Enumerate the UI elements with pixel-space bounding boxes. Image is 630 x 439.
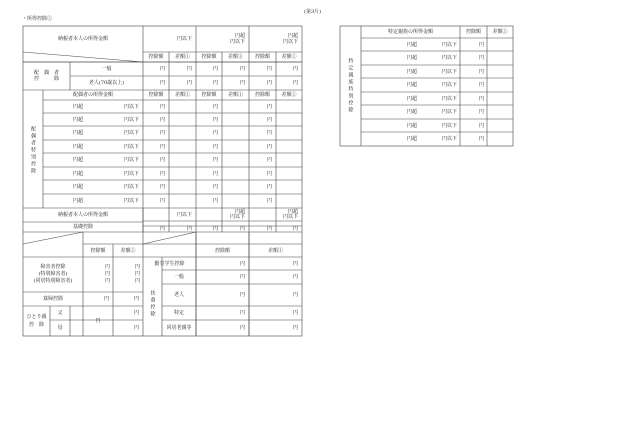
special-row-3-c1: 円 xyxy=(159,130,165,136)
right-row-4-ded: 円 xyxy=(478,82,484,88)
special-row-2-under: 円以下 xyxy=(123,116,139,123)
special-row-7-over: 円超 xyxy=(72,184,83,190)
special-row-4-c1: 円 xyxy=(159,143,165,150)
special-row-4-over: 円超 xyxy=(72,143,83,150)
working-student-ded: 円 xyxy=(239,260,245,267)
special-col-diff-3: 差額① xyxy=(281,92,297,98)
dependent-cohabit-diff: 円 xyxy=(292,325,298,331)
special-row-3-c3: 円 xyxy=(266,130,272,136)
special-row-2-c3: 円 xyxy=(266,116,272,123)
special-row-1-c3: 円 xyxy=(266,103,272,110)
dependent-cohabit-ded: 円 xyxy=(239,325,245,331)
widow-label: 寡婦控除 xyxy=(42,296,63,302)
right-row-6-over: 円超 xyxy=(406,109,417,115)
special-row-5-over: 円超 xyxy=(72,157,83,163)
right-diff-header: 差額① xyxy=(492,29,508,35)
disability-ded: 円 円 円 xyxy=(104,264,110,284)
basic-v6: 円 xyxy=(292,226,298,232)
widow-diff: 円 xyxy=(133,296,139,302)
col-ded-2: 控除額 xyxy=(201,54,217,60)
special-row-6-c1: 円 xyxy=(159,170,165,177)
single-parent-ded: 円 xyxy=(95,318,101,324)
special-row-6-c3: 円 xyxy=(266,170,272,177)
special-row-5-c2: 円 xyxy=(212,157,218,163)
special-row-2-c2: 円 xyxy=(212,116,218,123)
special-row-7-under: 円以下 xyxy=(123,184,139,190)
disability-label: 障害者控除 (特別障害者) (同居特別障害者) xyxy=(33,264,73,284)
special-col-ded-3: 控除額 xyxy=(254,92,270,98)
dependent-general-ded: 円 xyxy=(239,274,245,280)
special-row-5-c1: 円 xyxy=(159,157,165,163)
special-row-8-c1: 円 xyxy=(159,198,165,204)
spouse-general-v5: 円 xyxy=(266,66,272,72)
spouse-income-header: 配偶者の所得金額 xyxy=(72,92,113,98)
spouse-general-v6: 円 xyxy=(292,66,298,72)
spouse-elderly-v1: 円 xyxy=(159,80,165,86)
special-row-8-c2: 円 xyxy=(212,198,218,204)
special-row-3-under: 円以下 xyxy=(123,130,139,136)
right-row-8-over: 円超 xyxy=(406,136,417,142)
right-row-7-ded: 円 xyxy=(478,122,484,129)
right-row-4-under: 円以下 xyxy=(441,82,457,88)
right-row-1-ded: 円 xyxy=(478,41,484,48)
basic-v3: 円 xyxy=(212,226,218,232)
basic-bracket-2: 円超 円以下 xyxy=(229,208,245,220)
single-parent-father: 父 xyxy=(57,310,63,316)
spouse-ded-label: 配 偶 者 控 除 xyxy=(33,70,59,82)
specific-relative-label: 特定親族特別控除 xyxy=(347,58,354,114)
spouse-elderly-v6: 円 xyxy=(292,80,298,86)
col-ded-3: 控除額 xyxy=(254,54,270,60)
dependent-general-label: 一般 xyxy=(173,274,184,280)
col-diff-3: 差額① xyxy=(281,54,297,60)
special-row-8-under: 円以下 xyxy=(123,198,139,204)
special-row-5-under: 円以下 xyxy=(123,157,139,163)
special-col-ded-1: 控除額 xyxy=(148,92,164,98)
special-row-6-under: 円以下 xyxy=(123,170,139,177)
col-diff-2: 差額① xyxy=(227,54,243,60)
basic-bracket-3: 円超 円以下 xyxy=(282,208,298,220)
right-row-7-under: 円以下 xyxy=(441,122,457,129)
dependent-specific-diff: 円 xyxy=(292,310,298,316)
special-row-2-over: 円超 xyxy=(72,116,83,123)
spouse-general-v1: 円 xyxy=(159,66,165,72)
right-row-1-under: 円以下 xyxy=(441,41,457,48)
special-row-3-over: 円超 xyxy=(72,130,83,136)
spouse-elderly-v4: 円 xyxy=(239,80,245,86)
special-col-diff-1: 差額① xyxy=(174,92,190,98)
special-row-7-c3: 円 xyxy=(266,184,272,190)
right-row-1-over: 円超 xyxy=(406,41,417,48)
widow-ded: 円 xyxy=(103,296,109,302)
spouse-elderly-v2: 円 xyxy=(186,80,192,86)
taxpayer-income-label: 納税者本人の所得金額 xyxy=(57,36,108,42)
special-row-1-over: 円超 xyxy=(72,103,83,110)
bracket-3: 円超 円以下 xyxy=(282,33,298,45)
section-title: ・所得控除② xyxy=(22,16,53,22)
right-row-5-over: 円超 xyxy=(406,95,417,102)
right-row-8-ded: 円 xyxy=(478,136,484,142)
right-row-3-under: 円以下 xyxy=(441,68,457,75)
dependent-specific-label: 特定 xyxy=(173,310,184,316)
right-row-6-ded: 円 xyxy=(478,109,484,115)
right-ded-header: 控除額 xyxy=(465,29,481,35)
spouse-general-v3: 円 xyxy=(212,66,218,72)
special-row-4-c3: 円 xyxy=(266,143,272,150)
dependent-general-diff: 円 xyxy=(292,274,298,280)
basic-v1: 円 xyxy=(159,226,165,232)
right-row-3-ded: 円 xyxy=(478,68,484,75)
right-row-6-under: 円以下 xyxy=(441,109,457,115)
dependent-elderly-label: 老人 xyxy=(173,292,184,298)
working-student-label: 勤労学生控除 xyxy=(154,260,185,267)
special-row-8-over: 円超 xyxy=(72,198,83,204)
right-row-2-under: 円以下 xyxy=(441,55,457,61)
special-row-1-c1: 円 xyxy=(159,103,165,110)
special-row-6-over: 円超 xyxy=(72,170,83,177)
col-ded-1: 控除額 xyxy=(148,54,164,60)
right-row-2-ded: 円 xyxy=(478,55,484,61)
special-row-4-under: 円以下 xyxy=(123,143,139,150)
dependent-specific-ded: 円 xyxy=(239,310,245,316)
right-row-5-ded: 円 xyxy=(478,95,484,102)
bracket-1: 円以下 xyxy=(176,36,192,42)
right-row-8-under: 円以下 xyxy=(441,136,457,142)
spouse-elderly-v3: 円 xyxy=(212,80,218,86)
dependent-elderly-diff: 円 xyxy=(292,292,298,298)
bracket-2: 円超 円以下 xyxy=(229,33,245,45)
special-row-1-under: 円以下 xyxy=(123,103,139,110)
special-row-8-c3: 円 xyxy=(266,198,272,204)
col-diff-1: 差額① xyxy=(174,54,190,60)
special-row-5-c3: 円 xyxy=(266,157,272,163)
dependent-cohabit-label: 同居老親等 xyxy=(166,325,192,331)
basic-v2: 円 xyxy=(186,226,192,232)
special-row-7-c1: 円 xyxy=(159,184,165,190)
basic-v5: 円 xyxy=(266,226,272,232)
right-row-2-over: 円超 xyxy=(406,55,417,61)
dependent-elderly-ded: 円 xyxy=(239,292,245,298)
single-parent-label: ひとり親 控 除 xyxy=(26,314,47,328)
special-row-2-c1: 円 xyxy=(159,116,165,123)
special-row-1-c2: 円 xyxy=(212,103,218,110)
spouse-general-v4: 円 xyxy=(239,66,245,72)
lower-left-diff-header: 差額① xyxy=(120,247,136,254)
spouse-general-v2: 円 xyxy=(186,66,192,72)
spouse-special-label: 配偶者特別控除 xyxy=(30,125,36,175)
special-col-ded-2: 控除額 xyxy=(201,92,217,98)
spouse-elderly-v5: 円 xyxy=(266,80,272,86)
disability-diff: 円 円 円 xyxy=(134,264,140,284)
single-parent-diff-mother: 円 xyxy=(133,325,139,331)
lower-right-diff-header: 差額① xyxy=(267,247,283,254)
special-row-4-c2: 円 xyxy=(212,143,218,150)
spouse-row-general-label: 一般 xyxy=(101,66,112,72)
right-row-5-under: 円以下 xyxy=(441,95,457,102)
dependent-label: 扶養控除 xyxy=(149,290,156,318)
special-row-3-c2: 円 xyxy=(212,130,218,136)
special-col-diff-2: 差額① xyxy=(227,92,243,98)
single-parent-diff-father: 円 xyxy=(133,310,139,316)
page-label: (第3片) xyxy=(304,9,322,15)
specific-relative-income-header: 特定親族の所得金額 xyxy=(387,29,433,35)
right-row-3-over: 円超 xyxy=(406,68,417,75)
special-row-6-c2: 円 xyxy=(212,170,218,177)
basic-income-label: 納税者本人の所得金額 xyxy=(57,212,108,218)
right-row-4-over: 円超 xyxy=(406,82,417,88)
basic-ded-label: 基礎控除 xyxy=(72,224,93,230)
right-row-7-over: 円超 xyxy=(406,122,417,129)
working-student-diff: 円 xyxy=(292,260,298,267)
special-row-7-c2: 円 xyxy=(212,184,218,190)
lower-right-ded-header: 控除額 xyxy=(214,247,230,254)
single-parent-mother: 母 xyxy=(57,325,63,331)
lower-left-ded-header: 控除額 xyxy=(90,247,106,254)
basic-bracket-1: 円以下 xyxy=(176,211,192,218)
basic-v4: 円 xyxy=(239,226,245,232)
spouse-row-elderly-label: 老人(70歳以上) xyxy=(88,80,125,86)
